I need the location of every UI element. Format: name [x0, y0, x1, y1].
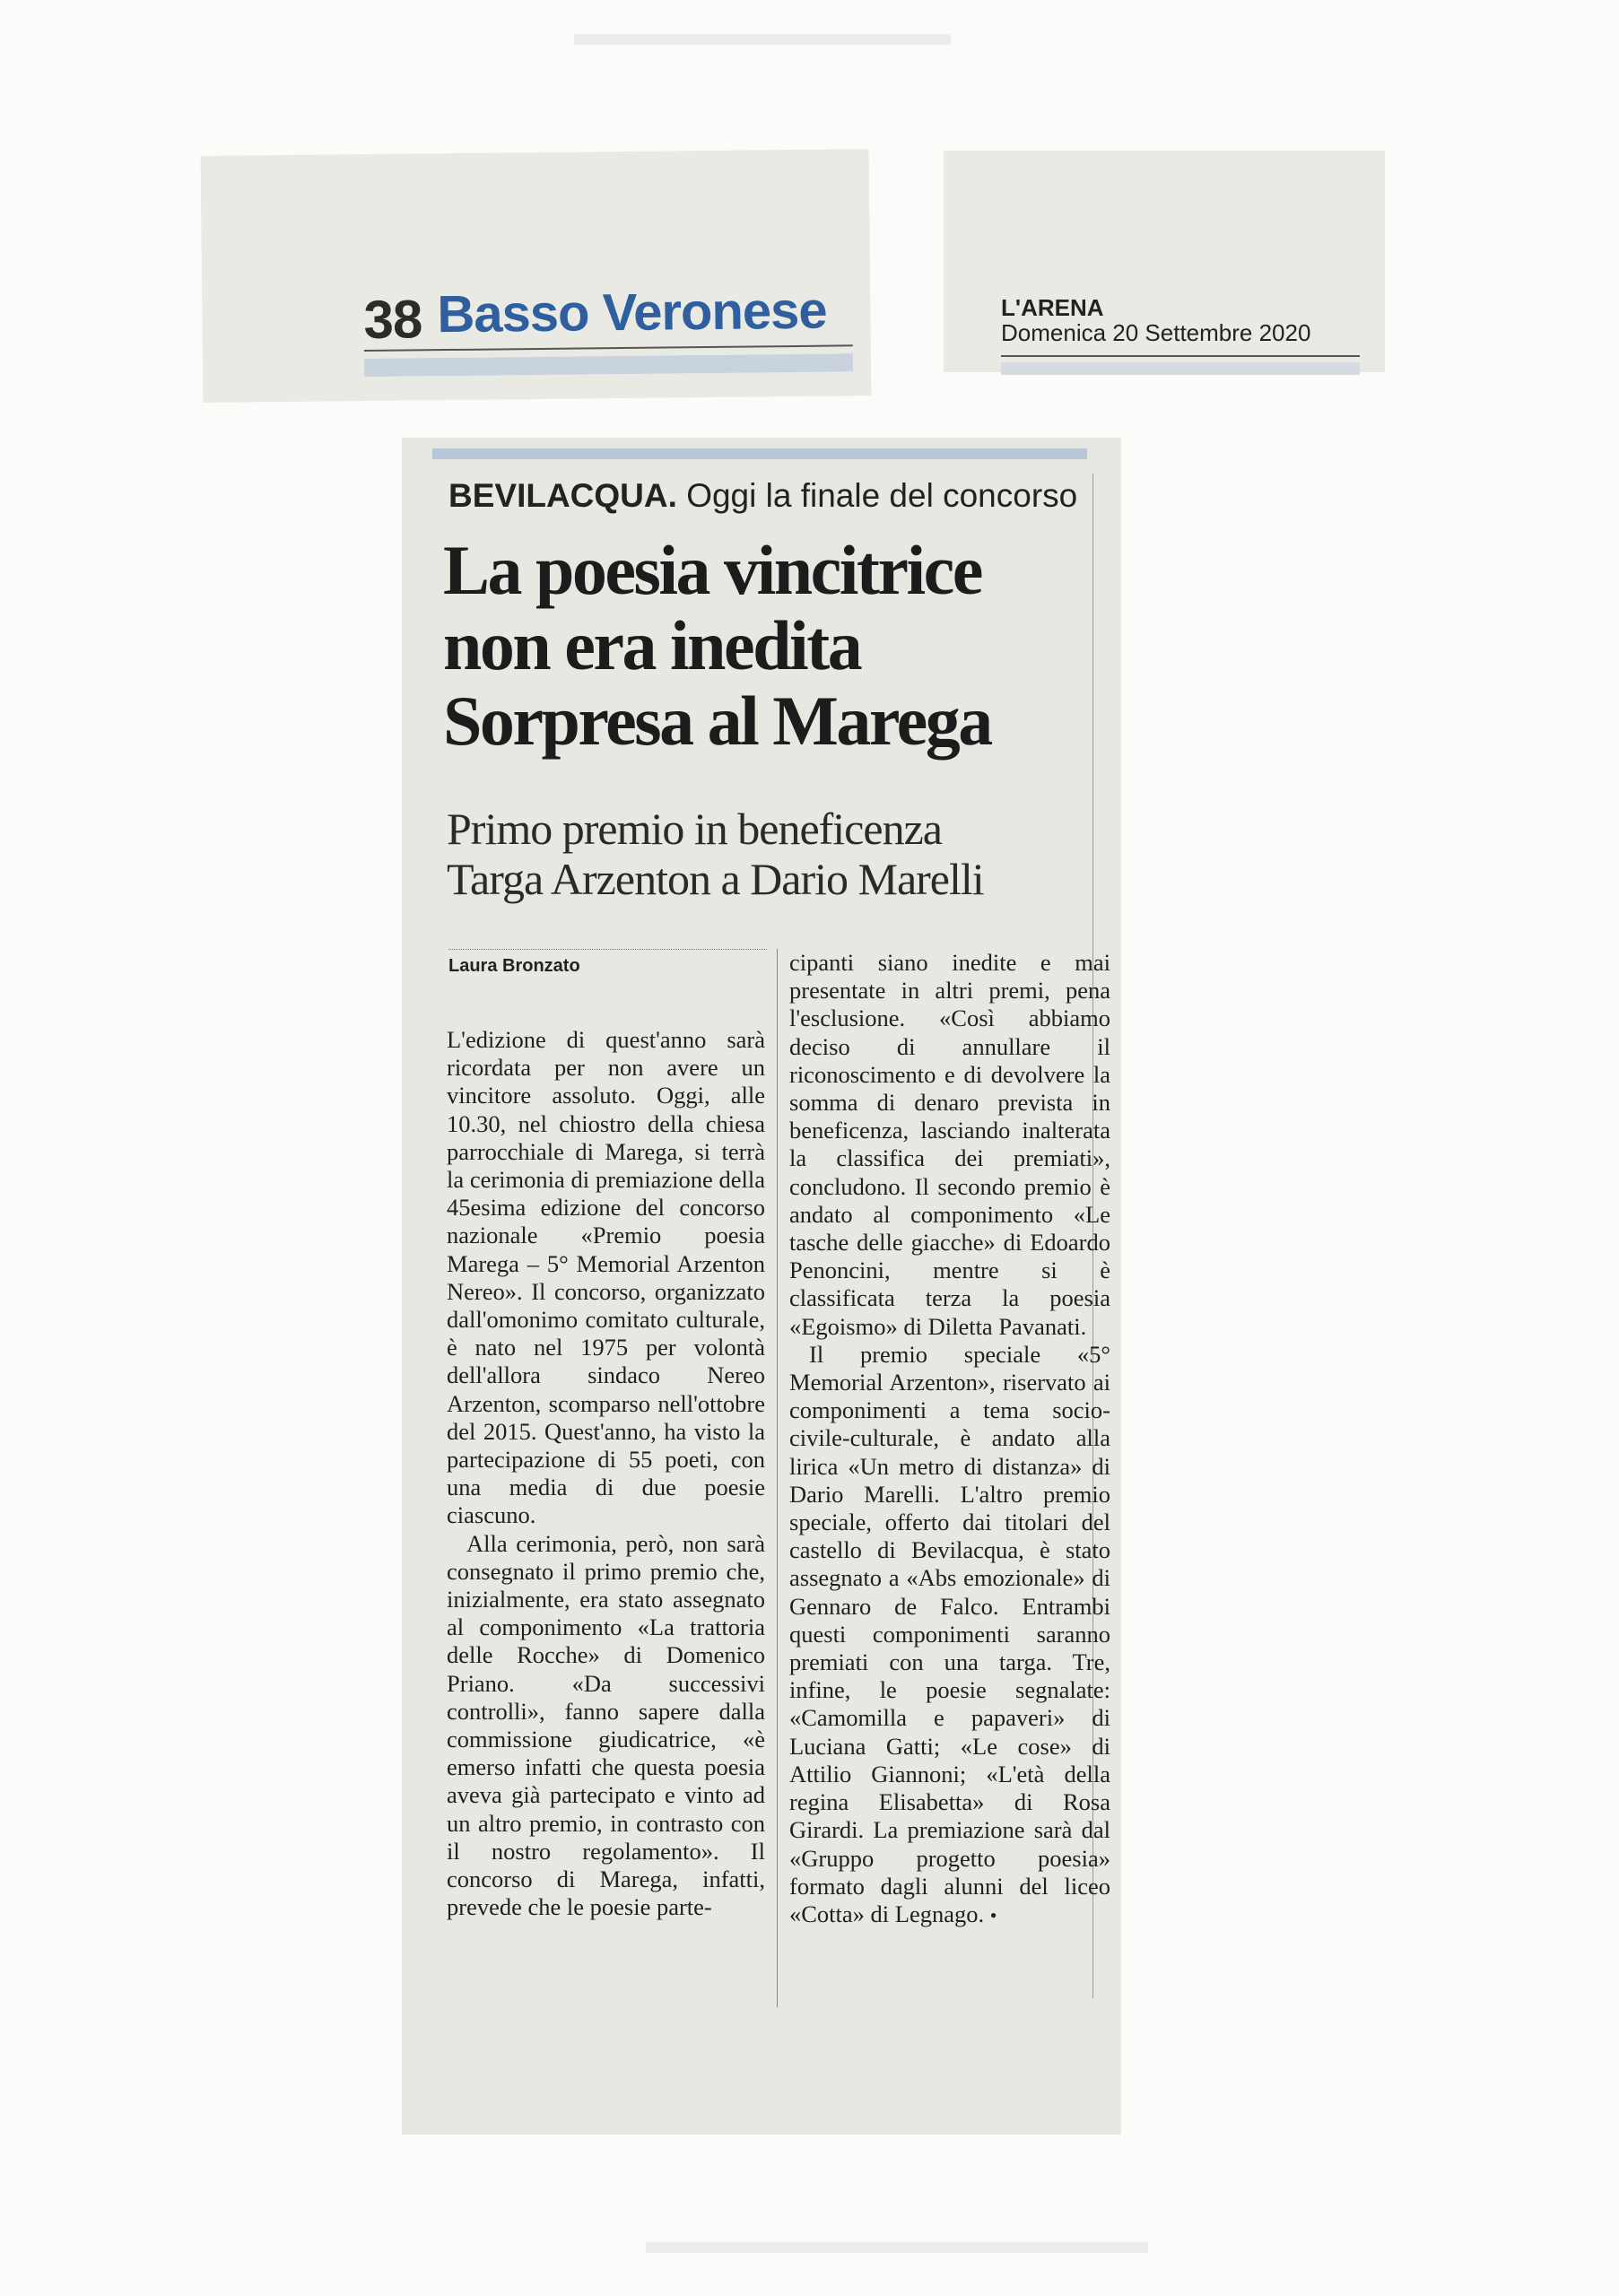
headline — [443, 533, 1107, 759]
masthead-band — [1001, 362, 1360, 375]
page-number: 38 — [363, 289, 422, 351]
article-top-bar — [432, 448, 1087, 459]
header-clipping-section — [201, 149, 872, 403]
paragraph: Alla cerimonia, però, non sarà consegnato il primo premio che, inizialmente, era stato assegnato al componimento «La trattoria delle Rocche» di Domenico Priano. «Da successivi controlli», fanno sapere dalla commissione giudicatrice, «è emerso infatti che questa poesia aveva già partecipato e vinto ad un altro premio, in contrasto con il nostro regolamento». Il concorso di Marega, infatti, prevede che le poesie parte- — [447, 1529, 765, 1921]
header-rule — [364, 344, 853, 352]
byline-rule — [448, 949, 767, 951]
article-clipping — [402, 438, 1121, 2135]
article-column-left — [447, 1026, 765, 1922]
newspaper-name: L'ARENA — [1001, 294, 1104, 321]
paragraph — [789, 1341, 1110, 1929]
headline-line: La poesia vincitrice — [443, 531, 981, 609]
headline-line: Sorpresa al Marega — [443, 682, 991, 760]
subhead-line: Targa Arzenton a Dario Marelli — [447, 854, 984, 904]
end-mark: • — [989, 1903, 997, 1926]
subheadline — [447, 804, 1110, 904]
header-band — [364, 353, 853, 377]
publication-date: Domenica 20 Settembre 2020 — [1001, 319, 1311, 346]
paragraph: cipanti siano inedite e mai presentate in altri premi, pena l'esclusione. «Così abbiamo deciso di annullare il riconoscimento e di devolvere la somma di denaro prevista in beneficenza, lasciando inalterata la classifica dei premiati», concludono. Il secondo premio è andato al componimento «Le tasche delle giacche» di Edoardo Penoncini, mentre si è classificata terza la poesia «Egoismo» di Diletta Pavanati. — [789, 949, 1110, 1340]
section-title: Basso Veronese — [437, 281, 827, 344]
bleed-through-bottom — [646, 2242, 1148, 2253]
byline: Laura Bronzato — [448, 956, 580, 976]
kicker-text: Oggi la finale del concorso — [686, 477, 1078, 514]
subhead-line: Primo premio in beneficenza — [447, 804, 942, 854]
bleed-through-top — [574, 34, 951, 45]
article-column-right — [789, 949, 1110, 1929]
column-divider — [777, 949, 778, 2007]
headline-line: non era inedita — [443, 606, 861, 684]
kicker — [448, 477, 1077, 515]
paragraph-text: Il premio speciale «5° Memorial Arzenton», riservato ai componimenti a tema socio-civile-culturale, è andato alla lirica «Un metro di distanza» di Dario Marelli. L'altro premio speciale, offerto dai titolari del castello di Bevilacqua, è stato assegnato a «Abs emozionale» di Gennaro de Falco. Entrambi questi componimenti saranno premiati con una targa. Tre, infine, le poesie segnalate: «Camomilla e papaveri» di Luciana Gatti; «Le cose» di Attilio Giannoni; «L'età della regina Elisabetta» di Rosa Girardi. La premiazione sarà dal «Gruppo progetto poesia» formato dagli alunni del liceo «Cotta» di Legnago. — [789, 1340, 1110, 1927]
header-clipping-masthead — [944, 151, 1385, 372]
paragraph: L'edizione di quest'anno sarà ricordata per non avere un vincitore assoluto. Oggi, alle 10.30, nel chiostro della chiesa parrocchiale di Marega, si terrà la cerimonia di premiazione della 45esima edizione del concorso nazionale «Premio poesia Marega – 5° Memorial Arzenton Nereo». Il concorso, organizzato dall'omonimo comitato culturale, è nato nel 1975 per volontà dell'allora sindaco Nereo Arzenton, scomparso nell'ottobre del 2015. Quest'anno, ha visto la partecipazione di 55 poeti, con una media di due poesie ciascuno. — [447, 1026, 765, 1529]
kicker-place: BEVILACQUA. — [448, 477, 677, 514]
masthead-rule — [1001, 355, 1360, 357]
